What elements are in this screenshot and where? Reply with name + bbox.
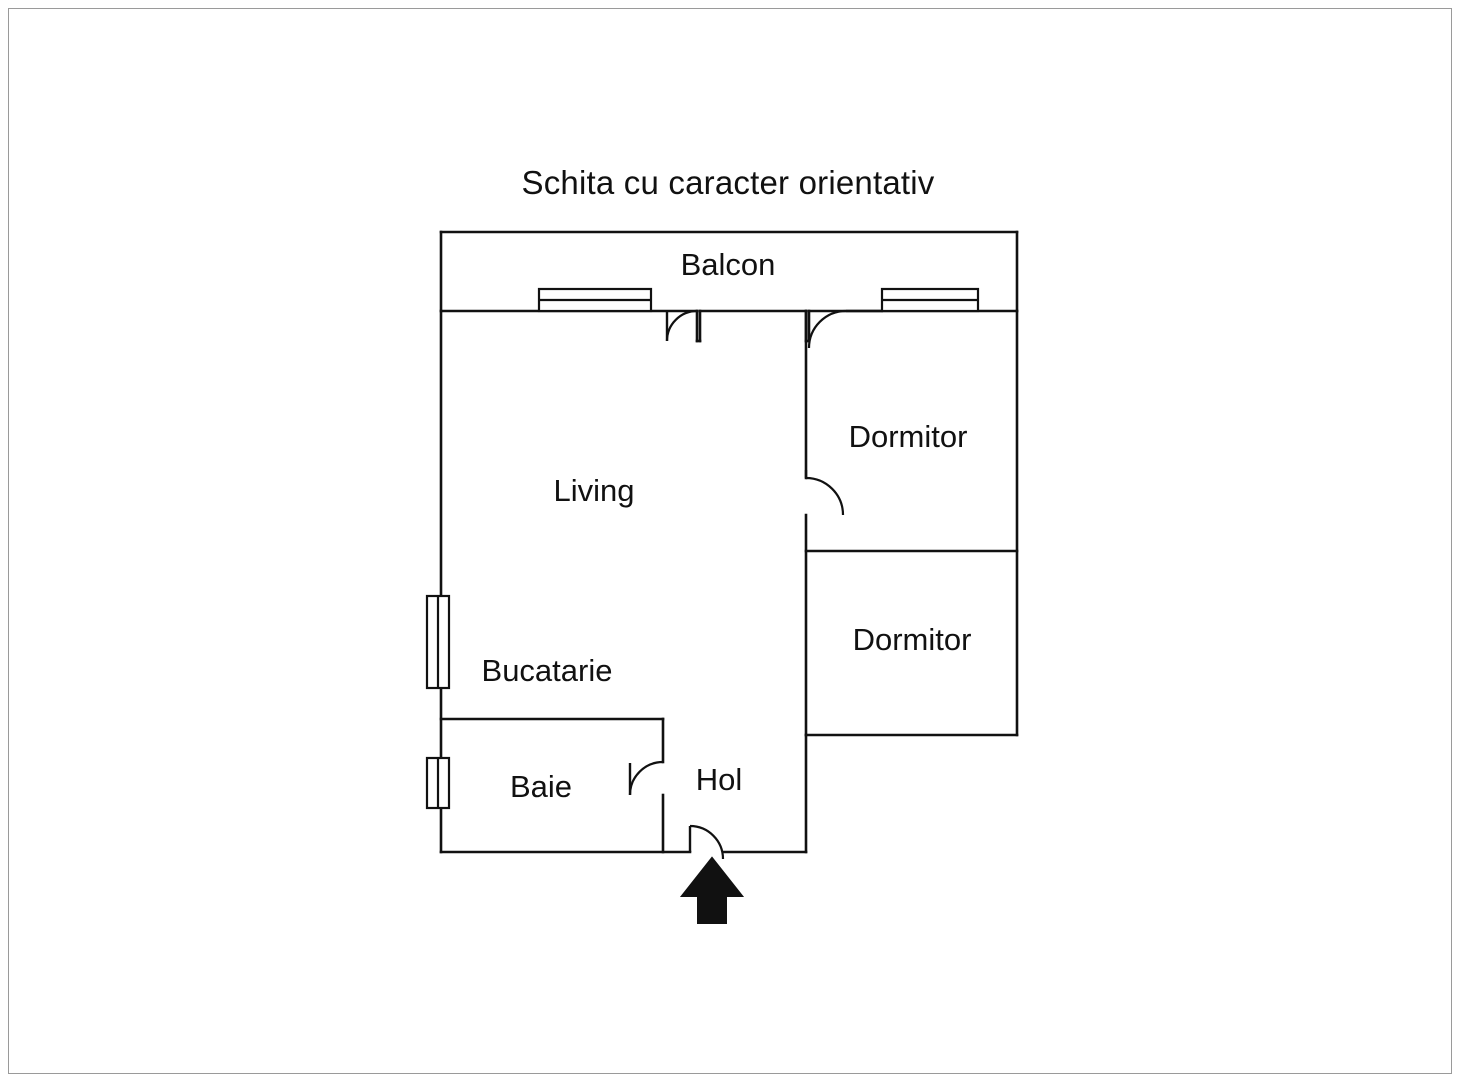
room-label-living: Living [553, 473, 635, 508]
entrance-arrow [682, 858, 742, 923]
page-title: Schita cu caracter orientativ [521, 164, 935, 201]
door-living-balcony-arc [667, 311, 697, 341]
room-label-dormitor-1: Dormitor [848, 419, 968, 454]
walls-group [441, 232, 1017, 852]
room-label-balcon: Balcon [680, 247, 776, 282]
room-label-hol: Hol [695, 762, 743, 797]
door-leaves-group [630, 311, 883, 852]
door-entrance-arc [690, 826, 723, 859]
door-baie-hol-arc [630, 762, 663, 795]
windows-group [427, 289, 978, 808]
room-label-dormitor-2: Dormitor [852, 622, 972, 657]
room-label-baie: Baie [509, 769, 573, 804]
door-dormitor1-living-arc [806, 478, 843, 515]
door-dormitor1-balcony-arc [809, 311, 846, 348]
room-label-bucatarie: Bucatarie [481, 653, 613, 688]
